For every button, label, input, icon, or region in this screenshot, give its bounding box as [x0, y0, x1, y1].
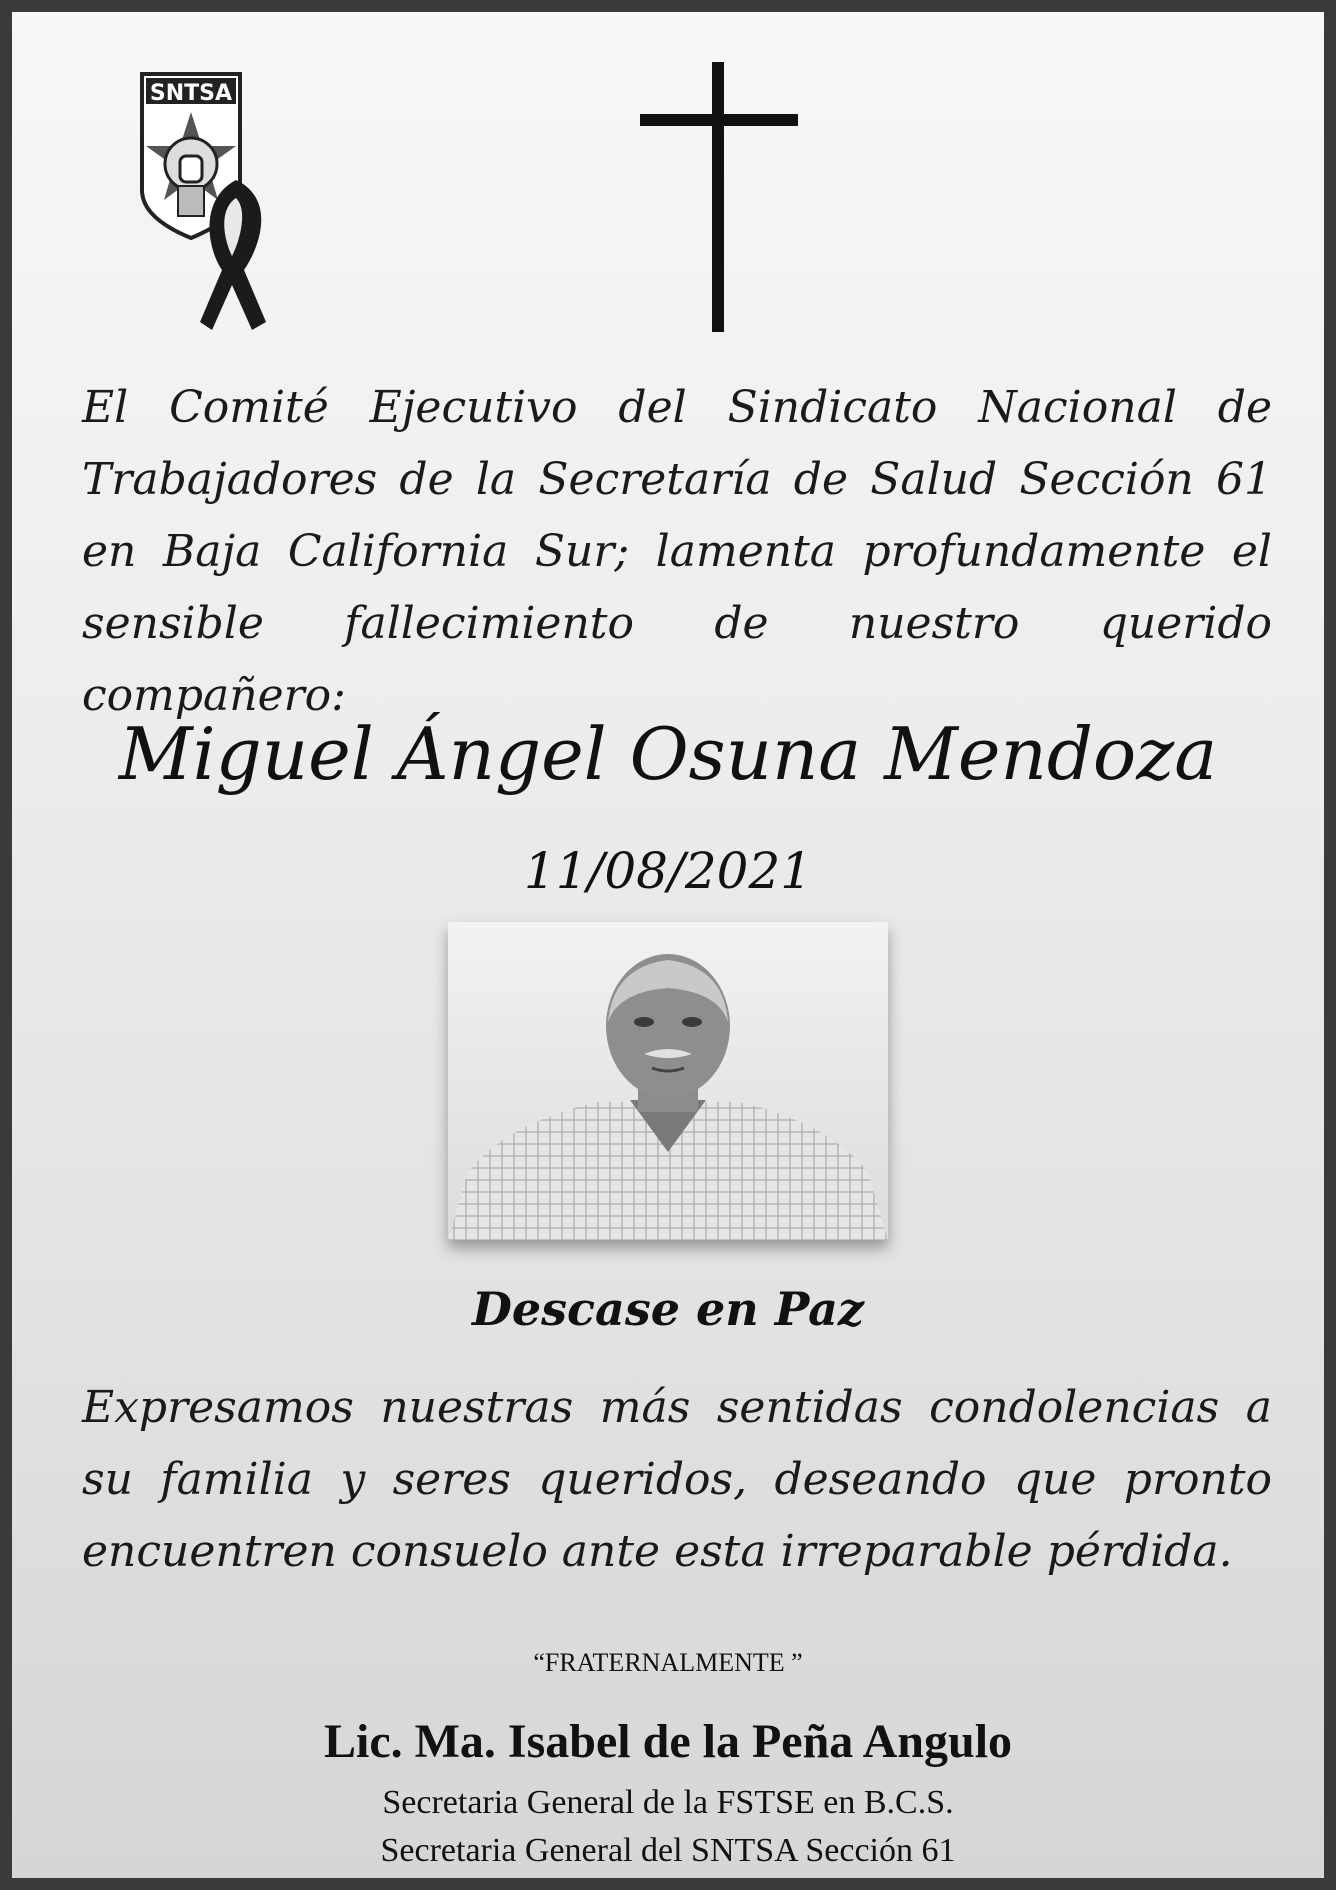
obituary-card	[12, 12, 1324, 1878]
rest-in-peace: Descase en Paz	[471, 1282, 865, 1336]
deceased-name: Miguel Ángel Osuna Mendoza	[118, 712, 1218, 796]
closing-salutation: “FRATERNALMENTE ”	[533, 1648, 803, 1677]
condolences-paragraph: Expresamos nuestras más sentidas condolencias a su familia y seres queridos, deseando que pronto encuentren consuelo ante esta irreparable pérdida.	[82, 1382, 1272, 1577]
signer-role-fstse: Secretaria General de la FSTSE en B.C.S.	[382, 1784, 954, 1821]
deceased-date: 11/08/2021	[523, 842, 813, 900]
cross-icon	[630, 52, 810, 342]
signer-name: Lic. Ma. Isabel de la Peña Angulo	[323, 1715, 1013, 1768]
intro-paragraph: El Comité Ejecutivo del Sindicato Nacional de Trabajadores de la Secretaría de Salud Sección 61 en Baja California Sur; lamenta profundamente el sensible fallecimiento de nuestro querido compañero:	[82, 382, 1272, 721]
svg-text:SNTSA: SNTSA	[149, 81, 233, 106]
sntsa-logo	[128, 60, 328, 340]
deceased-photo	[448, 922, 888, 1240]
signer-role-sntsa: Secretaria General del SNTSA Sección 61	[380, 1832, 956, 1869]
